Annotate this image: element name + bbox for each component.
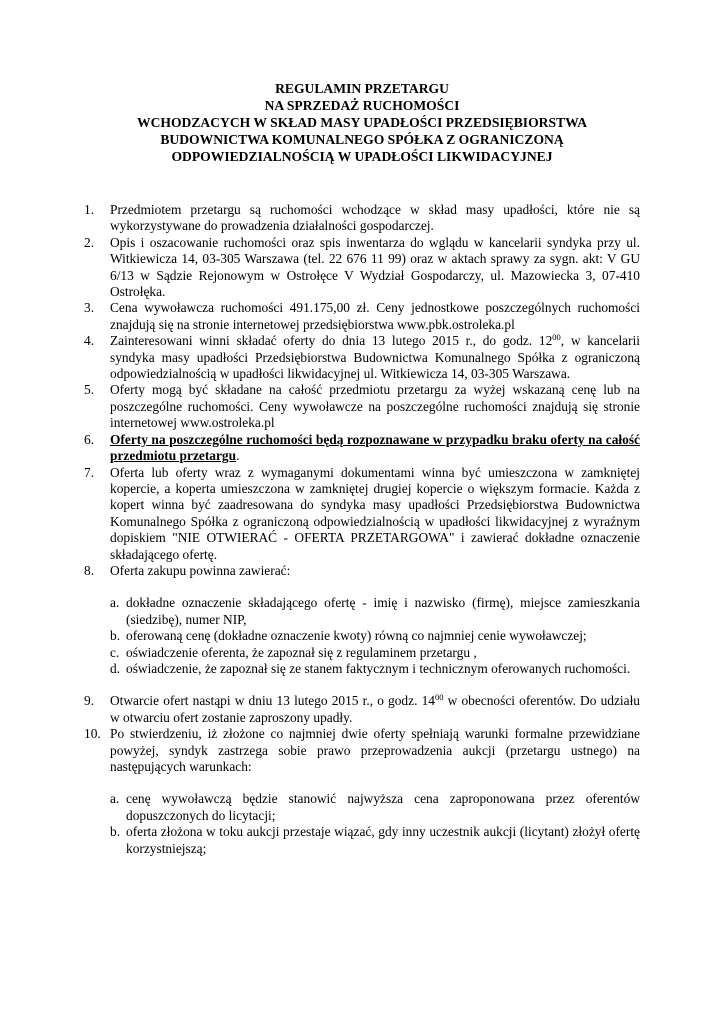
list-item xyxy=(84,382,640,431)
item-number: 7. xyxy=(84,464,95,480)
item-number: 6. xyxy=(84,431,95,447)
item-number: 8. xyxy=(84,562,95,578)
spacer xyxy=(84,775,640,791)
emphasized-text: Oferty na poszczególne ruchomości będą rozpoznawane w przypadku braku oferty na całość przedmiotu przetargu xyxy=(110,431,640,464)
item-text: Przedmiotem przetargu są ruchomości wchodzące w skład masy upadłości, które nie są wykorzystywane do prowadzenia działalności gospodarczej. xyxy=(110,202,640,234)
regulation-list xyxy=(84,202,640,857)
sub-item xyxy=(84,791,640,824)
item-text: Po stwierdzeniu, iż złożone co najmniej dwie oferty spełniają warunki formalne przewidziane powyżej, syndyk zastrzega sobie prawo przeprowadzenia aukcji (przetargu ustnego) na następujących warunkach: xyxy=(110,726,640,774)
superscript: 00 xyxy=(552,332,561,343)
sub-item-letter: d. xyxy=(110,660,121,676)
title-line: NA SPRZEDAŻ RUCHOMOŚCI xyxy=(264,98,460,113)
superscript: 00 xyxy=(434,692,444,703)
sub-item-text: cenę wywoławczą będzie stanowić najwyższa cena zaproponowana przez oferentów dopuszczonych do licytacji; xyxy=(126,791,640,823)
sub-item-text: oferowaną cenę (dokładne oznaczenie kwoty) równą co najmniej cenie wywoławczej; xyxy=(126,628,587,644)
item-text xyxy=(110,432,640,465)
item-text: Oferta lub oferty wraz z wymaganymi dokumentami winna być umieszczona w zamkniętej kopercie, a koperta umieszczona w zamkniętej drugiej kopercie o większym formacie. Każda z kopert winna być zaadresowana do syndyka masy upadłości Przedsiębiorstwa Budownictwa Komunalnego Spółka z ograniczoną odpowiedzialnością w upadłości likwidacyjnej z wyraźnym dopiskiem "NIE OTWIERAĆ - OFERTA PRZETARGOWA" i zawierać dokładne oznaczenie składającego ofertę. xyxy=(110,464,640,562)
item-text-part: Zainteresowani winni składać oferty do dnia 13 lutego 2015 r., do godz. 12 xyxy=(110,333,553,349)
item-number: 1. xyxy=(84,202,95,217)
item-number: 5. xyxy=(84,382,95,398)
item-text-part: , w kancelarii syndyka masy upadłości Przedsiębiorstwa Budownictwa Komunalnego Spółka z ograniczoną odpowiedzialnością w upadłości likwidacyjnej ul. Witkiewicza 14, 03-305 Warszawa. xyxy=(110,333,641,382)
item-number: 4. xyxy=(84,333,95,349)
spacer xyxy=(84,677,640,693)
sub-item xyxy=(84,628,640,644)
sub-item-text: oświadczenie oferenta, że zapoznał się z regulaminem przetargu , xyxy=(126,644,477,660)
sub-item-letter: a. xyxy=(110,791,120,807)
item-number: 9. xyxy=(84,693,95,709)
item-text xyxy=(110,693,640,726)
sub-item-text: oferta złożona w toku aukcji przestaje wiązać, gdy inny uczestnik aukcji (licytant) złożył ofertę korzystniejszą; xyxy=(126,824,640,856)
item-text-part: Otwarcie ofert nastąpi w dniu 13 lutego 2015 r., o godz. 14 xyxy=(110,693,435,709)
list-item xyxy=(84,300,640,333)
title-line: ODPOWIEDZIALNOŚCIĄ W UPADŁOŚCI LIKWIDACYJNEJ xyxy=(171,149,553,164)
item-number: 10. xyxy=(84,726,101,742)
item-number: 3. xyxy=(84,300,95,316)
sub-item xyxy=(84,595,640,628)
list-item xyxy=(84,726,640,775)
title-line: WCHODZACYCH W SKŁAD MASY UPADŁOŚCI PRZEDSIĘBIORSTWA xyxy=(136,115,588,130)
sub-item xyxy=(84,661,640,677)
item-text-part: w obecności oferentów. Do udziału w otwarciu ofert zostanie zaproszony upadły. xyxy=(110,693,640,725)
list-item xyxy=(84,235,640,301)
item-text: Oferty mogą być składane na całość przedmiotu przetargu za wyżej wskazaną cenę lub na poszczególne ruchomości. Ceny wywoławcze na poszczególne ruchomości znajdują się stronie internetowej www.ostroleka.pl xyxy=(110,382,640,431)
item-text: Cena wywoławcza ruchomości 491.175,00 zł. Ceny jednostkowe poszczególnych ruchomości znajdują się na stronie internetowej przedsiębiorstwa www.pbk.ostroleka.pl xyxy=(110,300,640,332)
list-item xyxy=(84,202,640,235)
sub-item-letter: b. xyxy=(110,824,121,840)
sub-item-letter: b. xyxy=(110,628,121,644)
sub-item-text: oświadczenie, że zapoznał się ze stanem faktycznym i technicznym oferowanych ruchomości. xyxy=(126,660,631,676)
spacer xyxy=(84,579,640,595)
list-item xyxy=(84,333,640,382)
title-line: REGULAMIN PRZETARGU xyxy=(275,81,449,96)
list-item xyxy=(84,465,640,563)
document-title xyxy=(0,80,724,165)
title-line: BUDOWNICTWA KOMUNALNEGO SPÓŁKA Z OGRANICZONĄ xyxy=(160,132,564,147)
item-text: Opis i oszacowanie ruchomości oraz spis inwentarza do wglądu w kancelarii syndyka przy ul. Witkiewicza 14, 03-305 Warszawa (tel. 22 676 11 99) oraz w aktach sprawy za sygn. akt: V GU 6/13 w Sądzie Rejonowym w Ostrołęce V Wydział Gospodarczy, ul. Mazowiecka 3, 07-410 Ostrołęka. xyxy=(110,234,640,300)
list-item xyxy=(84,693,640,726)
sub-item-text: dokładne oznaczenie składającego ofertę - imię i nazwisko (firmę), miejsce zamieszkania (siedzibę), numer NIP, xyxy=(126,595,640,627)
sub-item xyxy=(84,824,640,857)
sub-item-letter: c. xyxy=(110,644,120,660)
sub-item-letter: a. xyxy=(110,595,120,611)
item-text: Oferta zakupu powinna zawierać: xyxy=(110,562,291,578)
list-item xyxy=(84,432,640,465)
item-text-tail: . xyxy=(236,448,240,464)
list-item xyxy=(84,563,640,579)
item-number: 2. xyxy=(84,234,95,250)
sub-item xyxy=(84,645,640,661)
item-text xyxy=(110,333,640,382)
